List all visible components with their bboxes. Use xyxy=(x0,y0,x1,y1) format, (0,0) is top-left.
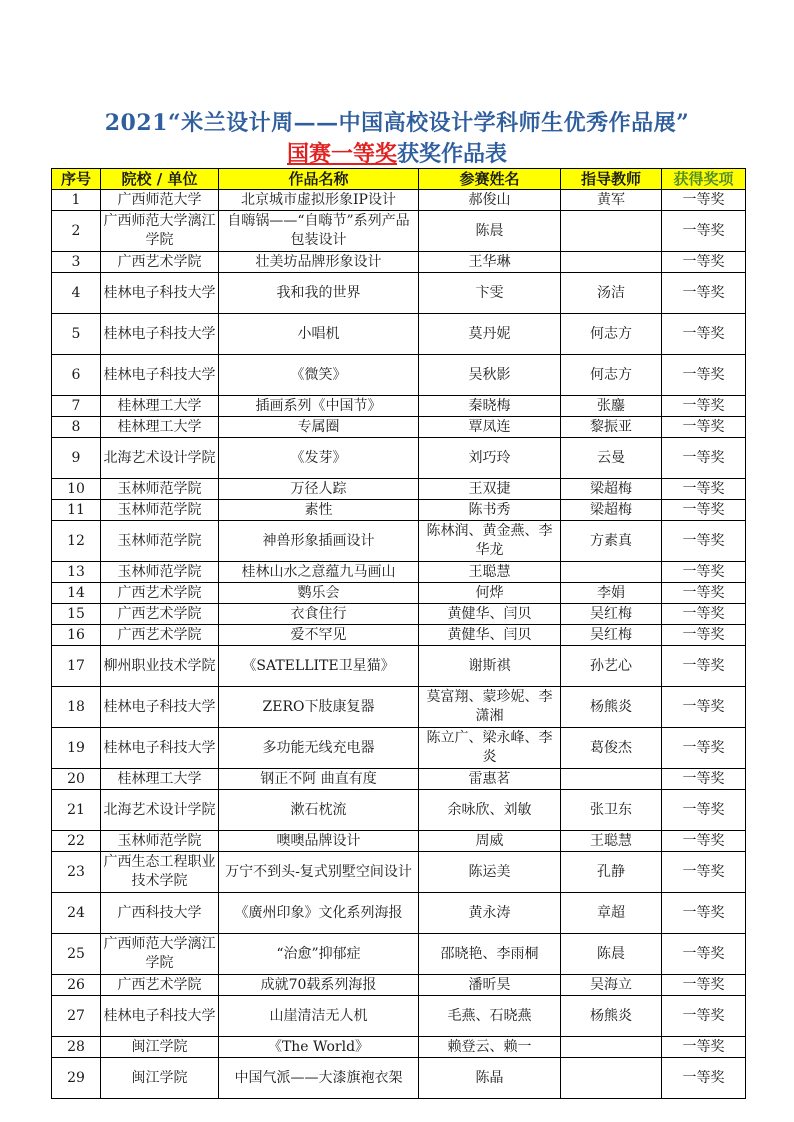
table-row xyxy=(52,562,746,583)
cell-school: 桂林理工大学 xyxy=(101,769,219,790)
cell-school: 桂林电子科技大学 xyxy=(101,314,219,355)
header-award: 获得奖项 xyxy=(662,169,746,190)
cell-no: 23 xyxy=(52,852,101,893)
cell-entrant: 毛燕、石晓燕 xyxy=(419,996,561,1037)
cell-work: 插画系列《中国节》 xyxy=(219,396,419,417)
table-row xyxy=(52,852,746,893)
cell-school: 北海艺术设计学院 xyxy=(101,438,219,479)
table-row xyxy=(52,625,746,646)
cell-award: 一等奖 xyxy=(662,646,746,687)
cell-work: 衣食住行 xyxy=(219,604,419,625)
cell-work: 钢正不阿 曲直有度 xyxy=(219,769,419,790)
cell-no: 24 xyxy=(52,893,101,934)
cell-work: 小唱机 xyxy=(219,314,419,355)
cell-award: 一等奖 xyxy=(662,831,746,852)
cell-entrant: 王华琳 xyxy=(419,252,561,273)
cell-school: 桂林电子科技大学 xyxy=(101,273,219,314)
table-row xyxy=(52,417,746,438)
cell-teacher xyxy=(561,211,662,252)
cell-award: 一等奖 xyxy=(662,1037,746,1058)
cell-work: “治愈”抑郁症 xyxy=(219,934,419,975)
cell-entrant: 吴秋影 xyxy=(419,355,561,396)
cell-entrant: 赖登云、赖一 xyxy=(419,1037,561,1058)
cell-work: 自嗨锅——“自嗨节”系列产品包装设计 xyxy=(219,211,419,252)
cell-work: 《发芽》 xyxy=(219,438,419,479)
cell-no: 25 xyxy=(52,934,101,975)
cell-teacher: 张卫东 xyxy=(561,790,662,831)
table-row xyxy=(52,975,746,996)
cell-school: 广西艺术学院 xyxy=(101,625,219,646)
cell-award: 一等奖 xyxy=(662,500,746,521)
cell-award: 一等奖 xyxy=(662,583,746,604)
cell-school: 广西师范大学漓江学院 xyxy=(101,211,219,252)
cell-entrant: 黄健华、闫贝 xyxy=(419,625,561,646)
cell-teacher xyxy=(561,1058,662,1099)
cell-award: 一等奖 xyxy=(662,190,746,211)
cell-work: 神兽形象插画设计 xyxy=(219,521,419,562)
cell-entrant: 雷惠茗 xyxy=(419,769,561,790)
table-body xyxy=(52,190,746,1099)
cell-work: 万宁不到头-复式别墅空间设计 xyxy=(219,852,419,893)
cell-no: 12 xyxy=(52,521,101,562)
cell-teacher xyxy=(561,562,662,583)
cell-school: 广西艺术学院 xyxy=(101,252,219,273)
cell-school: 桂林电子科技大学 xyxy=(101,687,219,728)
cell-teacher: 方素真 xyxy=(561,521,662,562)
cell-entrant: 莫富翔、蒙珍妮、李潇湘 xyxy=(419,687,561,728)
cell-entrant: 郝俊山 xyxy=(419,190,561,211)
cell-entrant: 王双捷 xyxy=(419,479,561,500)
cell-award: 一等奖 xyxy=(662,996,746,1037)
cell-award: 一等奖 xyxy=(662,417,746,438)
cell-award: 一等奖 xyxy=(662,769,746,790)
subtitle-highlight: 国赛一等奖 xyxy=(286,141,397,167)
cell-school: 桂林理工大学 xyxy=(101,396,219,417)
cell-school: 桂林理工大学 xyxy=(101,417,219,438)
cell-award: 一等奖 xyxy=(662,211,746,252)
table-row xyxy=(52,687,746,728)
cell-school: 玉林师范学院 xyxy=(101,479,219,500)
cell-teacher: 何志方 xyxy=(561,314,662,355)
cell-award: 一等奖 xyxy=(662,355,746,396)
page-subtitle xyxy=(0,137,794,168)
cell-no: 20 xyxy=(52,769,101,790)
cell-teacher: 何志方 xyxy=(561,355,662,396)
table-row xyxy=(52,211,746,252)
cell-work: 万径人踪 xyxy=(219,479,419,500)
table-row xyxy=(52,790,746,831)
cell-no: 1 xyxy=(52,190,101,211)
cell-no: 4 xyxy=(52,273,101,314)
cell-entrant: 何烨 xyxy=(419,583,561,604)
table-row xyxy=(52,996,746,1037)
cell-work: 《廣州印象》文化系列海报 xyxy=(219,893,419,934)
cell-work: 爱不罕见 xyxy=(219,625,419,646)
cell-entrant: 陈林润、黄金燕、李华龙 xyxy=(419,521,561,562)
cell-work: 漱石枕流 xyxy=(219,790,419,831)
cell-teacher: 杨熊炎 xyxy=(561,996,662,1037)
table-row xyxy=(52,1058,746,1099)
cell-award: 一等奖 xyxy=(662,273,746,314)
cell-no: 11 xyxy=(52,500,101,521)
cell-teacher: 张鏖 xyxy=(561,396,662,417)
cell-school: 广西师范大学漓江学院 xyxy=(101,934,219,975)
cell-no: 17 xyxy=(52,646,101,687)
cell-entrant: 陈晶 xyxy=(419,1058,561,1099)
cell-no: 18 xyxy=(52,687,101,728)
cell-award: 一等奖 xyxy=(662,1058,746,1099)
cell-teacher: 孙艺心 xyxy=(561,646,662,687)
cell-no: 7 xyxy=(52,396,101,417)
table-row xyxy=(52,273,746,314)
cell-teacher: 杨熊炎 xyxy=(561,687,662,728)
cell-teacher: 葛俊杰 xyxy=(561,728,662,769)
cell-no: 21 xyxy=(52,790,101,831)
cell-school: 桂林电子科技大学 xyxy=(101,996,219,1037)
cell-school: 广西科技大学 xyxy=(101,893,219,934)
cell-work: 多功能无线充电器 xyxy=(219,728,419,769)
cell-award: 一等奖 xyxy=(662,314,746,355)
table-row xyxy=(52,396,746,417)
cell-teacher: 章超 xyxy=(561,893,662,934)
cell-no: 28 xyxy=(52,1037,101,1058)
cell-award: 一等奖 xyxy=(662,396,746,417)
cell-entrant: 谢斯祺 xyxy=(419,646,561,687)
cell-award: 一等奖 xyxy=(662,975,746,996)
cell-award: 一等奖 xyxy=(662,687,746,728)
cell-no: 3 xyxy=(52,252,101,273)
cell-entrant: 周威 xyxy=(419,831,561,852)
cell-entrant: 陈晨 xyxy=(419,211,561,252)
table-row xyxy=(52,355,746,396)
cell-teacher xyxy=(561,769,662,790)
cell-teacher: 汤洁 xyxy=(561,273,662,314)
cell-work: 我和我的世界 xyxy=(219,273,419,314)
cell-no: 16 xyxy=(52,625,101,646)
cell-entrant: 刘巧玲 xyxy=(419,438,561,479)
cell-award: 一等奖 xyxy=(662,625,746,646)
cell-award: 一等奖 xyxy=(662,562,746,583)
cell-entrant: 陈立广、梁永峰、李炎 xyxy=(419,728,561,769)
cell-school: 北海艺术设计学院 xyxy=(101,790,219,831)
cell-school: 玉林师范学院 xyxy=(101,521,219,562)
cell-no: 2 xyxy=(52,211,101,252)
table-row xyxy=(52,604,746,625)
header-teacher: 指导教师 xyxy=(561,169,662,190)
cell-no: 5 xyxy=(52,314,101,355)
table-row xyxy=(52,934,746,975)
cell-award: 一等奖 xyxy=(662,604,746,625)
cell-award: 一等奖 xyxy=(662,893,746,934)
cell-teacher: 吴红梅 xyxy=(561,604,662,625)
cell-teacher: 吴红梅 xyxy=(561,625,662,646)
cell-school: 广西艺术学院 xyxy=(101,975,219,996)
cell-work: 成就70载系列海报 xyxy=(219,975,419,996)
cell-school: 柳州职业技术学院 xyxy=(101,646,219,687)
header-no: 序号 xyxy=(52,169,101,190)
table-row xyxy=(52,728,746,769)
cell-teacher: 梁超梅 xyxy=(561,500,662,521)
cell-entrant: 余咏欣、刘敏 xyxy=(419,790,561,831)
table-row xyxy=(52,314,746,355)
cell-entrant: 覃凤连 xyxy=(419,417,561,438)
table-row xyxy=(52,500,746,521)
cell-work: 《The World》 xyxy=(219,1037,419,1058)
cell-work: 鹦乐会 xyxy=(219,583,419,604)
header-work: 作品名称 xyxy=(219,169,419,190)
cell-no: 9 xyxy=(52,438,101,479)
cell-work: 专属圈 xyxy=(219,417,419,438)
cell-entrant: 陈书秀 xyxy=(419,500,561,521)
cell-entrant: 邵晓艳、李雨桐 xyxy=(419,934,561,975)
cell-no: 29 xyxy=(52,1058,101,1099)
cell-work: ZERO下肢康复器 xyxy=(219,687,419,728)
cell-entrant: 陈运美 xyxy=(419,852,561,893)
cell-entrant: 潘昕昊 xyxy=(419,975,561,996)
header-school: 院校 / 单位 xyxy=(101,169,219,190)
subtitle-rest: 获奖作品表 xyxy=(397,141,508,167)
cell-school: 广西艺术学院 xyxy=(101,583,219,604)
cell-teacher xyxy=(561,1037,662,1058)
cell-award: 一等奖 xyxy=(662,438,746,479)
cell-school: 玉林师范学院 xyxy=(101,500,219,521)
cell-award: 一等奖 xyxy=(662,252,746,273)
cell-work: 壮美坊品牌形象设计 xyxy=(219,252,419,273)
cell-teacher: 孔静 xyxy=(561,852,662,893)
table-row xyxy=(52,479,746,500)
cell-school: 玉林师范学院 xyxy=(101,831,219,852)
cell-teacher: 黄军 xyxy=(561,190,662,211)
cell-work: 桂林山水之意蕴九马画山 xyxy=(219,562,419,583)
cell-no: 19 xyxy=(52,728,101,769)
cell-school: 桂林电子科技大学 xyxy=(101,728,219,769)
table-row xyxy=(52,438,746,479)
cell-school: 广西师范大学 xyxy=(101,190,219,211)
cell-no: 27 xyxy=(52,996,101,1037)
table-row xyxy=(52,583,746,604)
cell-award: 一等奖 xyxy=(662,934,746,975)
cell-entrant: 秦晓梅 xyxy=(419,396,561,417)
cell-no: 13 xyxy=(52,562,101,583)
cell-no: 22 xyxy=(52,831,101,852)
cell-school: 广西艺术学院 xyxy=(101,604,219,625)
cell-entrant: 黄永涛 xyxy=(419,893,561,934)
cell-no: 6 xyxy=(52,355,101,396)
cell-no: 15 xyxy=(52,604,101,625)
cell-school: 广西生态工程职业技术学院 xyxy=(101,852,219,893)
cell-work: 山崖清洁无人机 xyxy=(219,996,419,1037)
cell-teacher: 王聪慧 xyxy=(561,831,662,852)
page-title: 2021“米兰设计周——中国高校设计学科师生优秀作品展” xyxy=(104,110,690,136)
cell-school: 闽江学院 xyxy=(101,1037,219,1058)
cell-teacher: 吴海立 xyxy=(561,975,662,996)
table-row xyxy=(52,252,746,273)
cell-work: 中国气派——大漆旗袍衣架 xyxy=(219,1058,419,1099)
table-header-row xyxy=(52,169,746,190)
cell-award: 一等奖 xyxy=(662,790,746,831)
cell-no: 14 xyxy=(52,583,101,604)
cell-work: 《微笑》 xyxy=(219,355,419,396)
cell-teacher: 梁超梅 xyxy=(561,479,662,500)
cell-work: 《SATELLITE卫星猫》 xyxy=(219,646,419,687)
cell-award: 一等奖 xyxy=(662,852,746,893)
cell-no: 8 xyxy=(52,417,101,438)
awards-table xyxy=(51,168,746,1099)
cell-entrant: 卞雯 xyxy=(419,273,561,314)
cell-teacher: 陈晨 xyxy=(561,934,662,975)
table-row xyxy=(52,831,746,852)
cell-teacher: 黎振亚 xyxy=(561,417,662,438)
cell-entrant: 莫丹妮 xyxy=(419,314,561,355)
cell-teacher xyxy=(561,252,662,273)
cell-work: 北京城市虚拟形象IP设计 xyxy=(219,190,419,211)
cell-award: 一等奖 xyxy=(662,521,746,562)
cell-award: 一等奖 xyxy=(662,728,746,769)
table-row xyxy=(52,893,746,934)
cell-no: 10 xyxy=(52,479,101,500)
table-row xyxy=(52,646,746,687)
cell-entrant: 王聪慧 xyxy=(419,562,561,583)
cell-work: 素性 xyxy=(219,500,419,521)
header-entrant: 参赛姓名 xyxy=(419,169,561,190)
table-row xyxy=(52,769,746,790)
cell-school: 闽江学院 xyxy=(101,1058,219,1099)
cell-work: 噢噢品牌设计 xyxy=(219,831,419,852)
table-row xyxy=(52,190,746,211)
cell-teacher: 李娟 xyxy=(561,583,662,604)
cell-teacher: 云曼 xyxy=(561,438,662,479)
table-row xyxy=(52,521,746,562)
cell-no: 26 xyxy=(52,975,101,996)
cell-school: 桂林电子科技大学 xyxy=(101,355,219,396)
table-row xyxy=(52,1037,746,1058)
cell-school: 玉林师范学院 xyxy=(101,562,219,583)
cell-award: 一等奖 xyxy=(662,479,746,500)
cell-entrant: 黄健华、闫贝 xyxy=(419,604,561,625)
